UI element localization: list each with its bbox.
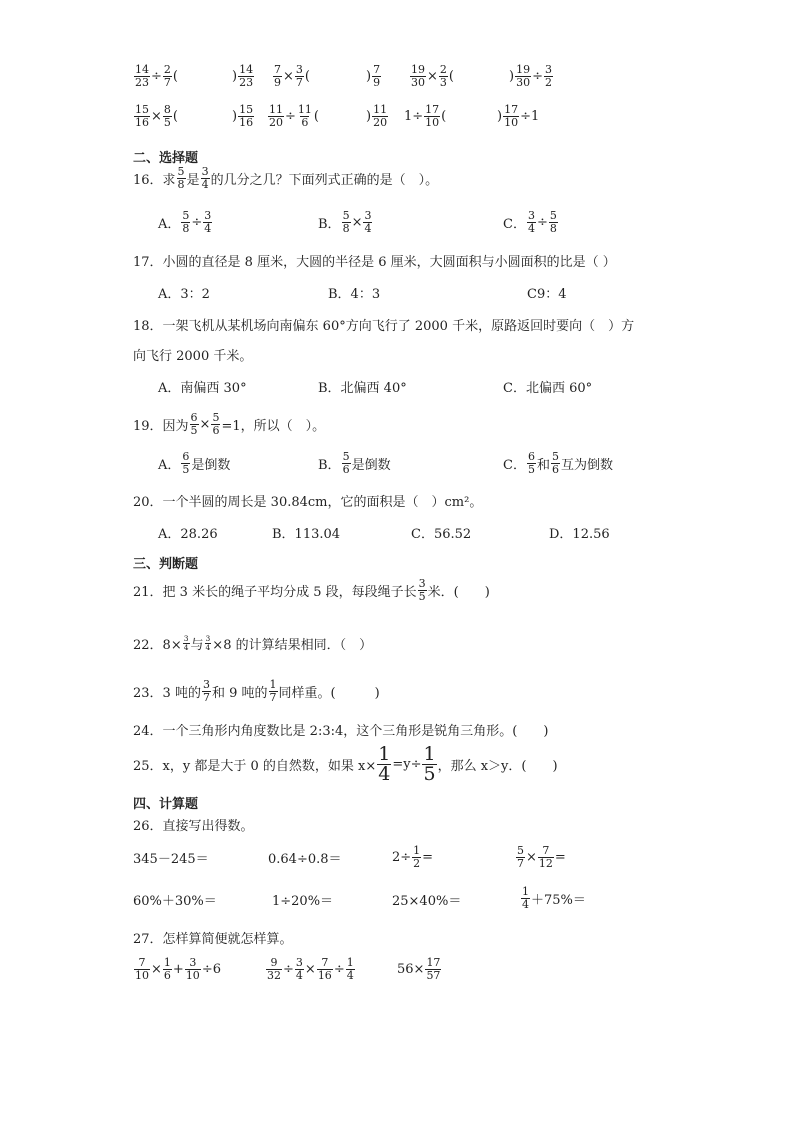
- fraction: $\frac{3}{7}$: [295, 63, 303, 89]
- q17-option-b[interactable]: B．4：3: [328, 287, 381, 302]
- fraction: $\frac{17}{10}$: [504, 103, 519, 129]
- q17-option-c[interactable]: C9：4: [527, 287, 567, 302]
- calc-item: 0.64÷0.8＝: [268, 852, 342, 867]
- fraction: $\frac{15}{16}$: [135, 103, 149, 129]
- question-22: 22．8× $\frac{3}{4}$ 与 $\frac{3}{4}$ ×8 的计算结果相同．（ ）: [133, 634, 373, 653]
- q20-option-d[interactable]: D．12.56: [549, 527, 610, 542]
- q19-option-c[interactable]: C． 6 5 和 5 6 互为倒数: [503, 450, 613, 476]
- calc-item: 345－245＝: [133, 852, 209, 867]
- q16-option-b[interactable]: B． $\frac{5}{8}$ × $\frac{3}{4}$: [318, 209, 372, 235]
- q20-option-b[interactable]: B．113.04: [272, 527, 341, 542]
- question-21: 21．把 3 米长的绳子平均分成 5 段，每段绳子长 3 5 米．( ): [133, 577, 490, 603]
- calc-expression: $\frac{7}{10}$ × $\frac{1}{6}$ + $\frac{3}{10}$ ÷6: [135, 956, 221, 982]
- question-23: 23．3 吨的 3 7 和 9 吨的 1 7 同样重。( ): [133, 678, 380, 704]
- fraction: $\frac{19}{30}$: [516, 63, 531, 89]
- question-24: 24．一个三角形内角度数比是 2:3:4，这个三角形是锐角三角形。( ): [133, 724, 549, 739]
- fraction: 11 20: [373, 103, 388, 129]
- question-17: 17．小圆的直径是 8 厘米，大圆的半径是 6 厘米，大圆面积与小圆面积的比是（ ）: [133, 255, 616, 270]
- fraction: $\frac{2}{7}$: [163, 63, 171, 89]
- calc-item: 1 4 ＋75%＝: [522, 885, 586, 911]
- question-25: 25．x，y 都是大于 0 的自然数，如果 x× $\frac{1}{4}$ =y÷ $\frac{1}{5}$ ，那么 x＞y．( ): [133, 743, 558, 785]
- question-16: 16．求 5 8 是 3 4 的几分之几？下面列式正确的是（ ）。: [133, 165, 439, 191]
- calc-item: $\frac{5}{7}$ × $\frac{7}{12}$ =: [517, 844, 566, 870]
- q20-option-c[interactable]: C．56.52: [411, 527, 472, 542]
- section-heading-judge: 三、判断题: [133, 557, 199, 572]
- question-19: 19．因为 $\frac{6}{5}$ × $\frac{5}{6}$ =1，所以（ ）。: [133, 411, 326, 437]
- question-20: 20．一个半圆的周长是 30.84cm，它的面积是（ ）cm²。: [133, 495, 483, 510]
- q18-option-a[interactable]: A．南偏西 30°: [158, 381, 247, 396]
- fraction: $\frac{2}{3}$: [439, 63, 447, 89]
- fraction: 7 9: [373, 63, 381, 89]
- compare-row-1: $\frac{14}{23}$ ÷ $\frac{2}{7}$ (: [135, 63, 178, 89]
- fraction: $\frac{14}{23}$: [135, 63, 149, 89]
- calc-item: 25×40%＝: [392, 894, 462, 909]
- fraction: $\frac{11}{6}$: [297, 103, 312, 129]
- q20-option-a[interactable]: A．28.26: [158, 527, 218, 542]
- fraction: $\frac{17}{10}$: [425, 103, 440, 129]
- fraction: $\frac{19}{30}$: [411, 63, 425, 89]
- fraction: $\frac{3}{2}$: [544, 63, 552, 89]
- section-heading-choice: 二、选择题: [133, 151, 199, 166]
- calc-item: 2÷ $\frac{1}{2}$ =: [392, 844, 434, 870]
- fraction: 3 4: [201, 165, 209, 191]
- section-heading-calc: 四、计算题: [133, 797, 199, 812]
- calc-item: 1÷20%＝: [272, 894, 334, 909]
- calc-item: 60%＋30%＝: [133, 894, 217, 909]
- q17-option-a[interactable]: A．3：2: [158, 287, 210, 302]
- calc-expression: 56× $\frac{17}{57}$: [397, 956, 441, 982]
- fraction: 15 16: [239, 103, 254, 129]
- q16-option-a[interactable]: A． $\frac{5}{8}$ ÷ $\frac{3}{4}$: [158, 209, 212, 235]
- question-18-line2: 向飞行 2000 千米。: [133, 349, 253, 364]
- fraction: $\frac{8}{5}$: [163, 103, 171, 129]
- fraction: 14 23: [239, 63, 254, 89]
- q18-option-b[interactable]: B．北偏西 40°: [318, 381, 407, 396]
- q19-option-b[interactable]: B． 5 6 是倒数: [318, 450, 391, 476]
- q16-option-c[interactable]: C． $\frac{3}{4}$ ÷ $\frac{5}{8}$: [503, 209, 557, 235]
- question-18-line1: 18．一架飞机从某机场向南偏东 60°方向飞行了 2000 千米，原路返回时要向（ ）方: [133, 319, 635, 334]
- calc-expression: $\frac{9}{32}$ ÷ $\frac{3}{4}$ × $\frac{7}{16}$ ÷ $\frac{1}{4}$: [267, 956, 354, 982]
- question-27-title: 27．怎样算简便就怎样算。: [133, 932, 293, 947]
- q19-option-a[interactable]: A． 6 5 是倒数: [158, 450, 231, 476]
- compare-row-2: $\frac{15}{16}$ × $\frac{8}{5}$ (: [135, 103, 178, 129]
- q18-option-c[interactable]: C．北偏西 60°: [503, 381, 593, 396]
- fraction: $\frac{7}{9}$: [274, 63, 281, 89]
- fraction: 5 8: [177, 165, 185, 191]
- question-26-title: 26．直接写出得数。: [133, 819, 254, 834]
- fraction: $\frac{11}{20}$: [269, 103, 283, 129]
